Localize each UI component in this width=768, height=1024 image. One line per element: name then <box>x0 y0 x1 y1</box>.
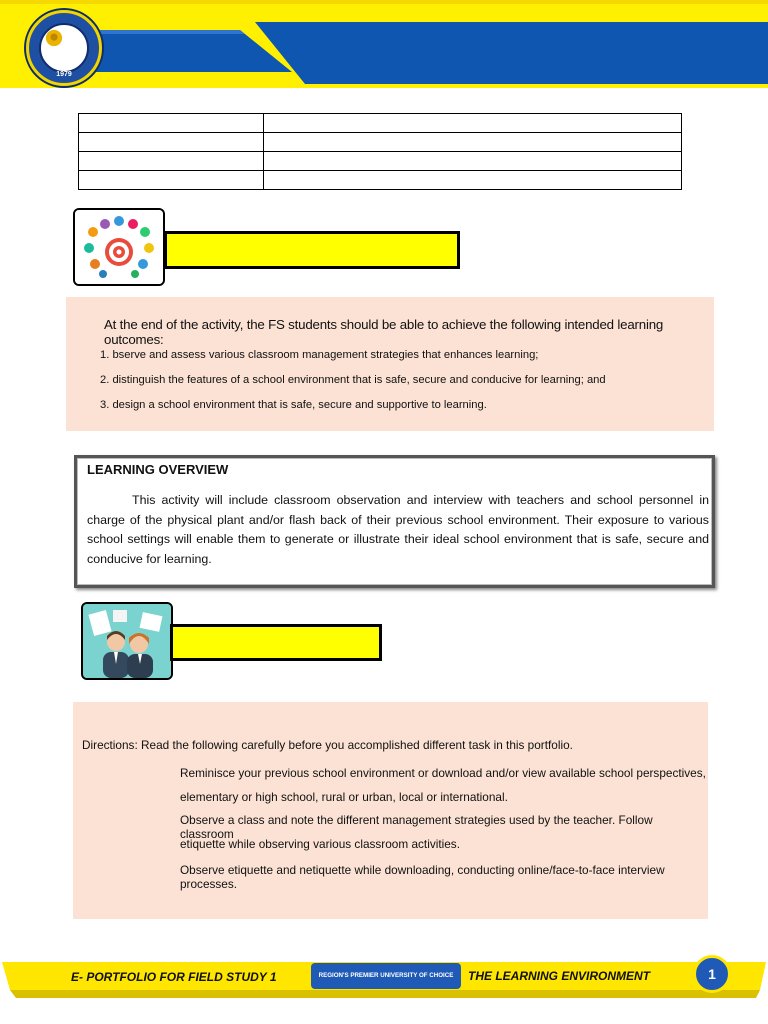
table-row <box>79 133 682 152</box>
table-row <box>79 171 682 190</box>
table-row <box>79 114 682 133</box>
table-cell[interactable] <box>264 171 682 190</box>
lion-emblem-icon <box>45 29 63 47</box>
info-table <box>78 113 682 190</box>
table-cell[interactable] <box>264 133 682 152</box>
footer-tagline: REGION'S PREMIER UNIVERSITY OF CHOICE <box>311 963 461 989</box>
overview-title: LEARNING OVERVIEW <box>87 462 229 477</box>
directions-panel <box>73 702 708 919</box>
outcome-item: 2. distinguish the features of a school environment that is safe, secure and conducive for learning; and <box>100 374 606 386</box>
table-cell[interactable] <box>264 152 682 171</box>
header-banner <box>0 0 768 92</box>
target-goals-icon <box>73 208 165 286</box>
table-cell[interactable] <box>79 133 264 152</box>
outcome-item: 1. bserve and assess various classroom management strategies that enhances learning; <box>100 349 539 361</box>
directions-lead: Directions: Read the following carefully before you accomplished different task in this portfolio. <box>82 738 573 752</box>
page-number: 1 <box>693 955 731 993</box>
business-people-icon <box>81 602 173 680</box>
section-title-bar <box>164 231 460 269</box>
seal-year: 1979 <box>56 71 72 78</box>
directions-line: Observe a class and note the different management strategies used by the teacher. Follow classroom <box>180 813 653 841</box>
banner-graphic <box>0 0 768 92</box>
university-seal <box>26 10 102 86</box>
section-title-bar <box>170 624 382 661</box>
directions-line: etiquette while observing various classroom activities. <box>180 837 460 851</box>
outcomes-intro: At the end of the activity, the FS students should be able to achieve the following intended learning outcomes: <box>104 317 664 347</box>
outcome-item: 3. design a school environment that is safe, secure and supportive to learning. <box>100 399 487 411</box>
learning-overview-box <box>74 455 715 588</box>
table-row <box>79 152 682 171</box>
learning-outcomes-panel <box>66 297 714 431</box>
directions-line: Reminisce your previous school environment or download and/or view available school perspectives, <box>180 766 706 780</box>
footer-left-title: E- PORTFOLIO FOR FIELD STUDY 1 <box>71 970 277 984</box>
directions-line: Observe etiquette and netiquette while downloading, conducting online/face-to-face interview processes. <box>180 863 665 891</box>
directions-line: elementary or high school, rural or urban, local or international. <box>180 790 508 804</box>
table-cell[interactable] <box>79 152 264 171</box>
footer-right-title: THE LEARNING ENVIRONMENT <box>468 969 651 983</box>
table-cell[interactable] <box>264 114 682 133</box>
table-cell[interactable] <box>79 171 264 190</box>
table-cell[interactable] <box>79 114 264 133</box>
overview-body: This activity will include classroom observation and interview with teachers and school personnel in charge of the physical plant and/or flash back of their previous school environment. Their exposure to various school settings will enable them to generate or illustrate their ideal school environment that is safe, secure and conducive for learning. <box>87 493 709 566</box>
